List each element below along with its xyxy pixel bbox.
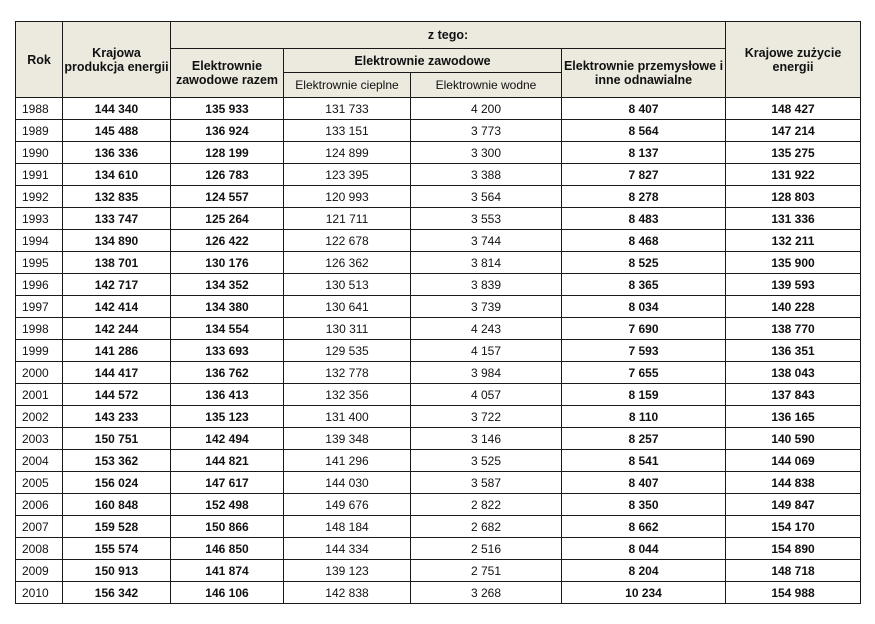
- cell-cieplne: 126 362: [284, 252, 411, 274]
- cell-przemyslowe: 8 350: [562, 494, 726, 516]
- cell-krajowe-zuzycie: 144 838: [726, 472, 861, 494]
- cell-zawodowe-razem: 136 924: [171, 120, 284, 142]
- cell-zawodowe-razem: 136 762: [171, 362, 284, 384]
- cell-przemyslowe: 8 159: [562, 384, 726, 406]
- cell-rok: 2000: [16, 362, 63, 384]
- table-row: [16, 384, 861, 406]
- cell-krajowe-zuzycie: 138 043: [726, 362, 861, 384]
- header-zawodowe-razem: Elektrownie zawodowe razem: [171, 49, 284, 98]
- cell-przemyslowe: 7 655: [562, 362, 726, 384]
- header-z-tego: z tego:: [171, 22, 726, 49]
- cell-krajowa-produkcja: 141 286: [63, 340, 171, 362]
- cell-wodne: 3 553: [411, 208, 562, 230]
- cell-zawodowe-razem: 136 413: [171, 384, 284, 406]
- cell-cieplne: 123 395: [284, 164, 411, 186]
- cell-zawodowe-razem: 142 494: [171, 428, 284, 450]
- energy-statistics-table: [15, 21, 861, 604]
- cell-rok: 1992: [16, 186, 63, 208]
- cell-cieplne: 124 899: [284, 142, 411, 164]
- cell-cieplne: 131 400: [284, 406, 411, 428]
- table-row: [16, 98, 861, 120]
- cell-wodne: 3 587: [411, 472, 562, 494]
- cell-wodne: 3 814: [411, 252, 562, 274]
- cell-krajowa-produkcja: 144 572: [63, 384, 171, 406]
- table-row: [16, 538, 861, 560]
- cell-krajowe-zuzycie: 154 170: [726, 516, 861, 538]
- cell-krajowa-produkcja: 150 751: [63, 428, 171, 450]
- cell-zawodowe-razem: 135 933: [171, 98, 284, 120]
- cell-wodne: 3 146: [411, 428, 562, 450]
- cell-wodne: 3 739: [411, 296, 562, 318]
- cell-zawodowe-razem: 124 557: [171, 186, 284, 208]
- header-przemyslowe: Elektrownie przemysłowe i inne odnawialne: [562, 49, 726, 98]
- cell-rok: 1997: [16, 296, 63, 318]
- cell-wodne: 3 268: [411, 582, 562, 604]
- cell-krajowe-zuzycie: 139 593: [726, 274, 861, 296]
- cell-zawodowe-razem: 133 693: [171, 340, 284, 362]
- cell-wodne: 4 057: [411, 384, 562, 406]
- cell-krajowa-produkcja: 150 913: [63, 560, 171, 582]
- cell-wodne: 3 300: [411, 142, 562, 164]
- cell-wodne: 2 751: [411, 560, 562, 582]
- cell-krajowa-produkcja: 143 233: [63, 406, 171, 428]
- cell-rok: 2008: [16, 538, 63, 560]
- table-row: [16, 340, 861, 362]
- table-body: [16, 98, 861, 604]
- cell-cieplne: 122 678: [284, 230, 411, 252]
- cell-krajowe-zuzycie: 135 275: [726, 142, 861, 164]
- header-krajowe-zuzycie: Krajowe zużycie energii: [726, 22, 861, 98]
- cell-krajowe-zuzycie: 149 847: [726, 494, 861, 516]
- cell-krajowa-produkcja: 134 890: [63, 230, 171, 252]
- cell-przemyslowe: 8 110: [562, 406, 726, 428]
- cell-krajowe-zuzycie: 135 900: [726, 252, 861, 274]
- cell-wodne: 3 722: [411, 406, 562, 428]
- cell-rok: 2002: [16, 406, 63, 428]
- cell-zawodowe-razem: 134 554: [171, 318, 284, 340]
- cell-wodne: 3 564: [411, 186, 562, 208]
- cell-krajowa-produkcja: 156 342: [63, 582, 171, 604]
- cell-wodne: 4 157: [411, 340, 562, 362]
- table-row: [16, 472, 861, 494]
- cell-zawodowe-razem: 130 176: [171, 252, 284, 274]
- cell-krajowa-produkcja: 132 835: [63, 186, 171, 208]
- cell-rok: 2004: [16, 450, 63, 472]
- cell-rok: 1989: [16, 120, 63, 142]
- cell-cieplne: 132 356: [284, 384, 411, 406]
- cell-wodne: 2 516: [411, 538, 562, 560]
- cell-przemyslowe: 8 278: [562, 186, 726, 208]
- cell-rok: 1994: [16, 230, 63, 252]
- header-elektrownie-zawodowe: Elektrownie zawodowe: [284, 49, 562, 73]
- cell-zawodowe-razem: 146 850: [171, 538, 284, 560]
- cell-cieplne: 130 513: [284, 274, 411, 296]
- cell-rok: 1998: [16, 318, 63, 340]
- header-cieplne: Elektrownie cieplne: [284, 73, 411, 98]
- cell-krajowe-zuzycie: 128 803: [726, 186, 861, 208]
- cell-zawodowe-razem: 134 380: [171, 296, 284, 318]
- cell-przemyslowe: 8 483: [562, 208, 726, 230]
- cell-krajowa-produkcja: 145 488: [63, 120, 171, 142]
- cell-przemyslowe: 7 593: [562, 340, 726, 362]
- cell-cieplne: 141 296: [284, 450, 411, 472]
- cell-krajowa-produkcja: 142 414: [63, 296, 171, 318]
- cell-krajowe-zuzycie: 148 718: [726, 560, 861, 582]
- cell-wodne: 3 839: [411, 274, 562, 296]
- cell-przemyslowe: 8 525: [562, 252, 726, 274]
- cell-przemyslowe: 7 827: [562, 164, 726, 186]
- cell-krajowe-zuzycie: 140 228: [726, 296, 861, 318]
- cell-wodne: 2 682: [411, 516, 562, 538]
- cell-wodne: 3 525: [411, 450, 562, 472]
- cell-krajowa-produkcja: 155 574: [63, 538, 171, 560]
- cell-zawodowe-razem: 125 264: [171, 208, 284, 230]
- cell-wodne: 3 773: [411, 120, 562, 142]
- cell-rok: 2010: [16, 582, 63, 604]
- cell-krajowa-produkcja: 142 244: [63, 318, 171, 340]
- table-row: [16, 296, 861, 318]
- cell-zawodowe-razem: 126 783: [171, 164, 284, 186]
- table-row: [16, 164, 861, 186]
- cell-zawodowe-razem: 141 874: [171, 560, 284, 582]
- cell-przemyslowe: 8 564: [562, 120, 726, 142]
- cell-cieplne: 131 733: [284, 98, 411, 120]
- cell-krajowa-produkcja: 142 717: [63, 274, 171, 296]
- cell-przemyslowe: 8 541: [562, 450, 726, 472]
- cell-wodne: 2 822: [411, 494, 562, 516]
- cell-przemyslowe: 8 468: [562, 230, 726, 252]
- cell-krajowa-produkcja: 160 848: [63, 494, 171, 516]
- table-row: [16, 560, 861, 582]
- table-row: [16, 516, 861, 538]
- cell-rok: 1991: [16, 164, 63, 186]
- table-row: [16, 252, 861, 274]
- cell-rok: 2009: [16, 560, 63, 582]
- cell-cieplne: 132 778: [284, 362, 411, 384]
- cell-przemyslowe: 8 204: [562, 560, 726, 582]
- cell-cieplne: 139 123: [284, 560, 411, 582]
- cell-krajowe-zuzycie: 154 890: [726, 538, 861, 560]
- cell-przemyslowe: 8 662: [562, 516, 726, 538]
- table-row: [16, 142, 861, 164]
- cell-cieplne: 144 334: [284, 538, 411, 560]
- cell-przemyslowe: 8 407: [562, 472, 726, 494]
- cell-rok: 2005: [16, 472, 63, 494]
- cell-zawodowe-razem: 135 123: [171, 406, 284, 428]
- cell-cieplne: 149 676: [284, 494, 411, 516]
- cell-cieplne: 133 151: [284, 120, 411, 142]
- table-row: [16, 406, 861, 428]
- cell-rok: 2003: [16, 428, 63, 450]
- cell-krajowa-produkcja: 153 362: [63, 450, 171, 472]
- cell-rok: 1990: [16, 142, 63, 164]
- cell-krajowe-zuzycie: 144 069: [726, 450, 861, 472]
- cell-krajowe-zuzycie: 132 211: [726, 230, 861, 252]
- table-row: [16, 208, 861, 230]
- cell-cieplne: 130 311: [284, 318, 411, 340]
- cell-krajowe-zuzycie: 148 427: [726, 98, 861, 120]
- cell-cieplne: 130 641: [284, 296, 411, 318]
- cell-rok: 2007: [16, 516, 63, 538]
- header-rok: Rok: [16, 22, 63, 98]
- cell-rok: 1995: [16, 252, 63, 274]
- cell-rok: 1999: [16, 340, 63, 362]
- table-row: [16, 186, 861, 208]
- cell-zawodowe-razem: 147 617: [171, 472, 284, 494]
- cell-cieplne: 144 030: [284, 472, 411, 494]
- cell-krajowa-produkcja: 134 610: [63, 164, 171, 186]
- cell-krajowa-produkcja: 144 417: [63, 362, 171, 384]
- cell-zawodowe-razem: 128 199: [171, 142, 284, 164]
- cell-cieplne: 120 993: [284, 186, 411, 208]
- cell-przemyslowe: 8 034: [562, 296, 726, 318]
- cell-krajowa-produkcja: 136 336: [63, 142, 171, 164]
- cell-przemyslowe: 8 044: [562, 538, 726, 560]
- cell-krajowe-zuzycie: 131 336: [726, 208, 861, 230]
- cell-wodne: 3 984: [411, 362, 562, 384]
- cell-rok: 2006: [16, 494, 63, 516]
- cell-krajowa-produkcja: 156 024: [63, 472, 171, 494]
- table-row: [16, 230, 861, 252]
- header-wodne: Elektrownie wodne: [411, 73, 562, 98]
- cell-zawodowe-razem: 126 422: [171, 230, 284, 252]
- cell-krajowe-zuzycie: 138 770: [726, 318, 861, 340]
- cell-zawodowe-razem: 134 352: [171, 274, 284, 296]
- table-row: [16, 494, 861, 516]
- cell-krajowa-produkcja: 159 528: [63, 516, 171, 538]
- cell-wodne: 4 200: [411, 98, 562, 120]
- cell-przemyslowe: 8 365: [562, 274, 726, 296]
- cell-przemyslowe: 8 257: [562, 428, 726, 450]
- table-row: [16, 318, 861, 340]
- cell-zawodowe-razem: 146 106: [171, 582, 284, 604]
- cell-cieplne: 121 711: [284, 208, 411, 230]
- cell-zawodowe-razem: 144 821: [171, 450, 284, 472]
- cell-krajowe-zuzycie: 154 988: [726, 582, 861, 604]
- cell-krajowa-produkcja: 133 747: [63, 208, 171, 230]
- cell-krajowa-produkcja: 144 340: [63, 98, 171, 120]
- cell-krajowe-zuzycie: 131 922: [726, 164, 861, 186]
- cell-krajowe-zuzycie: 147 214: [726, 120, 861, 142]
- cell-przemyslowe: 7 690: [562, 318, 726, 340]
- header-krajowa-produkcja: Krajowa produkcja energii: [63, 22, 171, 98]
- table-row: [16, 450, 861, 472]
- cell-rok: 2001: [16, 384, 63, 406]
- cell-przemyslowe: 8 407: [562, 98, 726, 120]
- cell-przemyslowe: 10 234: [562, 582, 726, 604]
- cell-przemyslowe: 8 137: [562, 142, 726, 164]
- cell-rok: 1988: [16, 98, 63, 120]
- cell-rok: 1993: [16, 208, 63, 230]
- cell-wodne: 3 388: [411, 164, 562, 186]
- cell-zawodowe-razem: 152 498: [171, 494, 284, 516]
- cell-wodne: 3 744: [411, 230, 562, 252]
- cell-cieplne: 142 838: [284, 582, 411, 604]
- cell-krajowe-zuzycie: 140 590: [726, 428, 861, 450]
- cell-wodne: 4 243: [411, 318, 562, 340]
- table-row: [16, 274, 861, 296]
- table-row: [16, 428, 861, 450]
- cell-cieplne: 139 348: [284, 428, 411, 450]
- table-row: [16, 582, 861, 604]
- table-row: [16, 120, 861, 142]
- cell-krajowe-zuzycie: 136 165: [726, 406, 861, 428]
- cell-krajowe-zuzycie: 136 351: [726, 340, 861, 362]
- cell-cieplne: 148 184: [284, 516, 411, 538]
- cell-krajowe-zuzycie: 137 843: [726, 384, 861, 406]
- cell-rok: 1996: [16, 274, 63, 296]
- cell-cieplne: 129 535: [284, 340, 411, 362]
- cell-krajowa-produkcja: 138 701: [63, 252, 171, 274]
- cell-zawodowe-razem: 150 866: [171, 516, 284, 538]
- table-header: [16, 22, 861, 98]
- table-row: [16, 362, 861, 384]
